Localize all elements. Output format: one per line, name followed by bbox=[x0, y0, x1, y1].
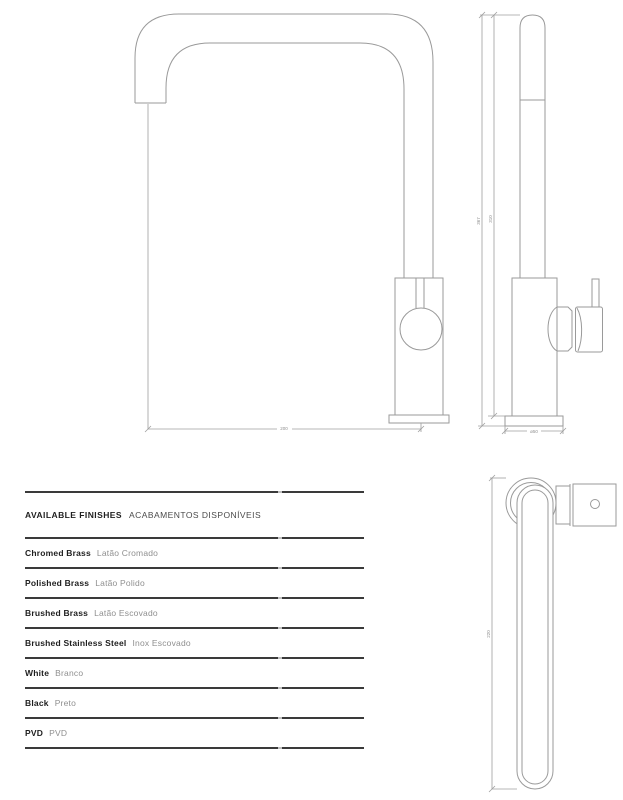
finish-name-pt: Latão Cromado bbox=[96, 548, 159, 558]
finishes-table bbox=[25, 491, 364, 749]
spout-profile bbox=[520, 15, 545, 278]
table-rule bbox=[25, 747, 364, 749]
finish-name-pt: Preto bbox=[54, 698, 77, 708]
handle-connector bbox=[556, 486, 570, 524]
handle-mount bbox=[557, 307, 572, 351]
finish-name-en: Chromed Brass bbox=[25, 548, 91, 558]
finish-name-pt: Branco bbox=[55, 668, 84, 678]
finish-name-pt: PVD bbox=[49, 728, 68, 738]
dimension-label: 310 bbox=[488, 215, 493, 223]
finish-row bbox=[25, 719, 364, 747]
handle-lever-curve bbox=[577, 308, 582, 351]
finish-row bbox=[25, 569, 364, 597]
dimension-label: 220 bbox=[486, 630, 491, 638]
handle-rod bbox=[592, 279, 599, 307]
base-flange bbox=[505, 416, 563, 426]
finishes-header-pt: ACABAMENTOS DISPONÍVEIS bbox=[129, 510, 262, 520]
side-view-drawing bbox=[476, 12, 603, 434]
spout-outer-outline bbox=[135, 14, 433, 278]
finish-name-en: White bbox=[25, 668, 50, 678]
finishes-header-row bbox=[25, 493, 364, 537]
finish-name-en: Polished Brass bbox=[25, 578, 90, 588]
finish-row bbox=[25, 659, 364, 687]
handle-knob bbox=[400, 308, 442, 350]
finish-name-en: Brushed Brass bbox=[25, 608, 89, 618]
handle-mount-curve bbox=[548, 307, 557, 351]
set-screw-hole bbox=[591, 500, 600, 509]
finish-name-pt: Latão Polido bbox=[95, 578, 145, 588]
dimension-label: ø50 bbox=[530, 429, 538, 434]
finish-name-en: Black bbox=[25, 698, 49, 708]
base-flange bbox=[389, 415, 449, 423]
handle-block bbox=[573, 484, 616, 526]
dimension-label: 200 bbox=[280, 426, 288, 431]
spout-inner-outline bbox=[166, 43, 404, 278]
dimension-label: 367 bbox=[476, 217, 481, 225]
finish-row bbox=[25, 629, 364, 657]
finish-row bbox=[25, 539, 364, 567]
finish-name-pt: Latão Escovado bbox=[94, 608, 158, 618]
top-view-drawing bbox=[486, 475, 616, 792]
faucet-body bbox=[512, 278, 557, 416]
finish-name-en: PVD bbox=[25, 728, 44, 738]
finish-name-en: Brushed Stainless Steel bbox=[25, 638, 127, 648]
finish-row bbox=[25, 689, 364, 717]
front-view-drawing bbox=[135, 14, 449, 432]
finish-name-pt: Inox Escovado bbox=[132, 638, 191, 648]
finish-row bbox=[25, 599, 364, 627]
finishes-header-en: AVAILABLE FINISHES bbox=[25, 510, 123, 520]
